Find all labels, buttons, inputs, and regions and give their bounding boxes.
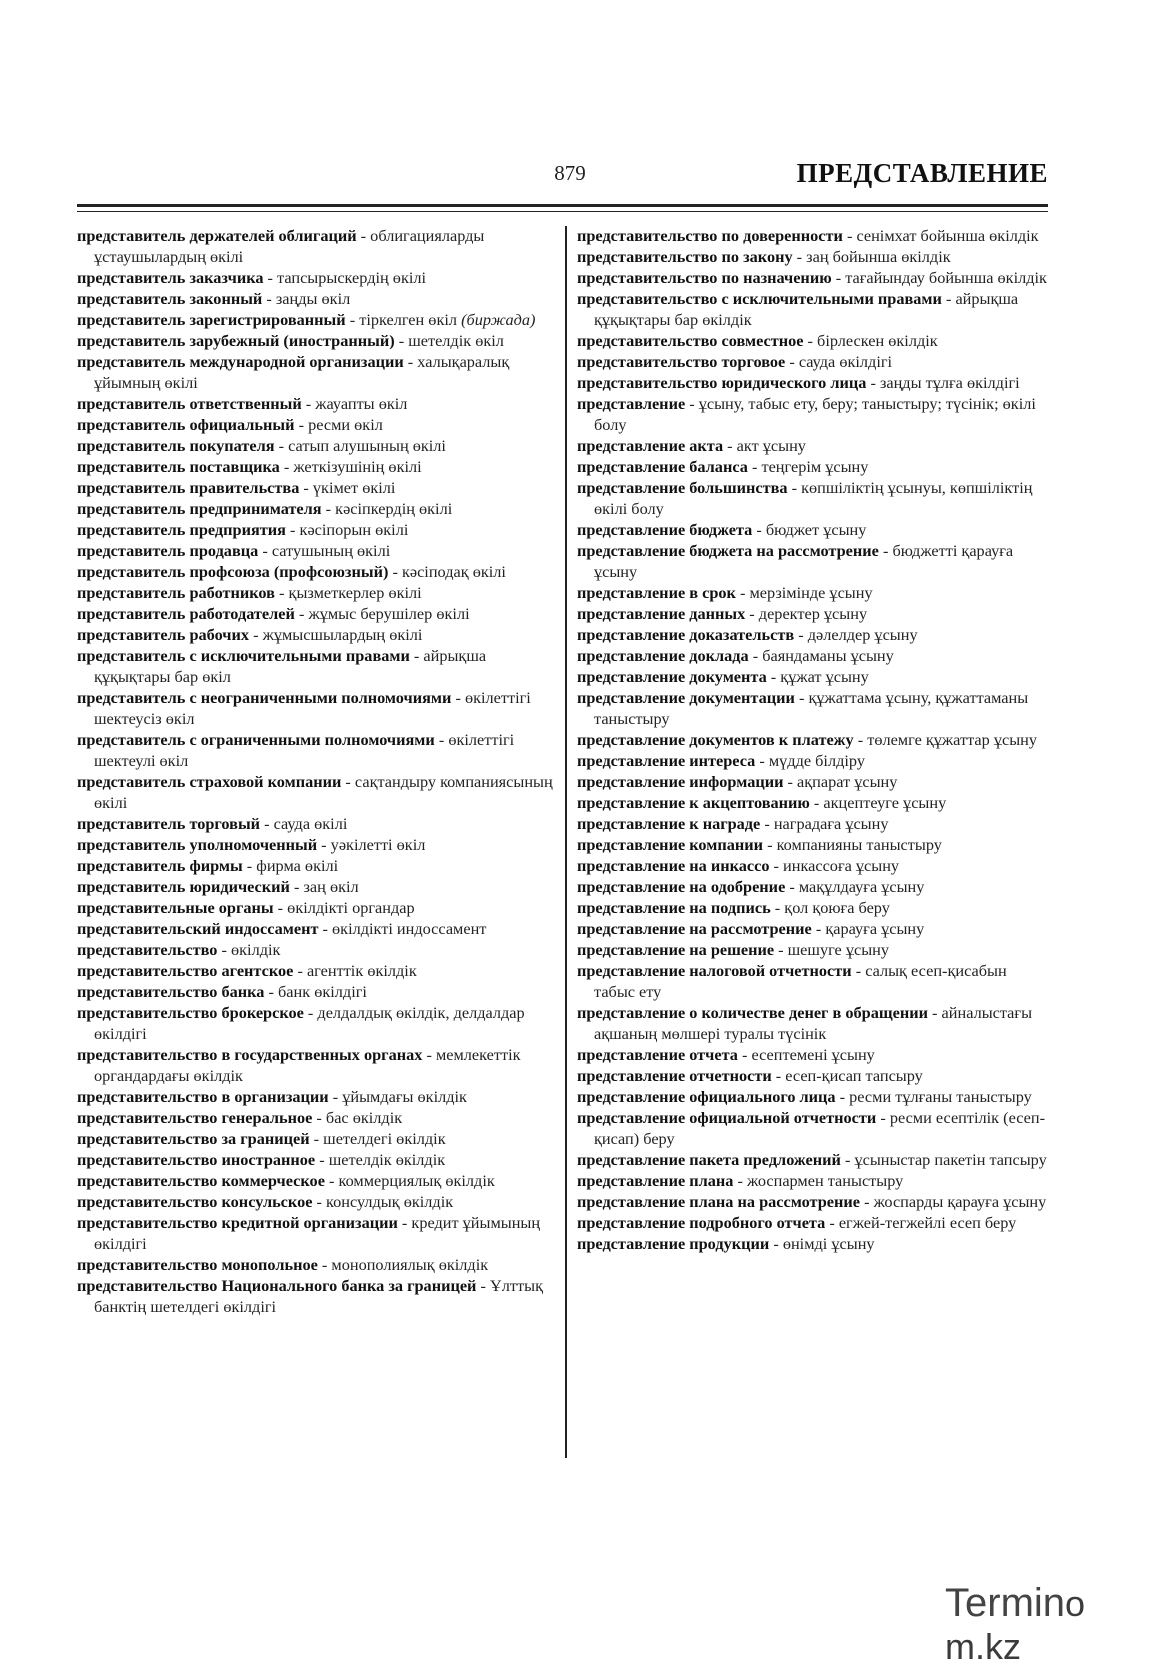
entry-definition: ресми өкіл: [308, 415, 383, 434]
dictionary-entry: представитель торговый - сауда өкілі: [77, 814, 348, 833]
dictionary-entry: представление на рассмотрение - қарауға ұсыну: [577, 919, 925, 938]
entry-term: представитель рабочих: [77, 625, 250, 644]
entry-definition: мемлекеттік органдардағы өкілдік: [94, 1045, 521, 1085]
entry-term: представление отчетности: [577, 1066, 772, 1085]
entry-definition: айналыстағы ақшаның мөлшері туралы түсінік: [594, 1003, 1033, 1043]
dictionary-entry: представительство торговое - сауда өкілдігі: [577, 352, 893, 371]
dictionary-entry: представление большинства - көпшіліктің ұсынуы, көпшіліктің өкілі болу: [577, 478, 1033, 518]
dictionary-entry: представитель международной организации - халықаралық ұйымның өкілі: [77, 352, 510, 392]
entry-definition: көпшіліктің ұсынуы, көпшіліктің өкілі болу: [594, 478, 1033, 518]
dictionary-entry: представительство - өкілдік: [77, 940, 281, 959]
entry-definition: құжаттама ұсыну, құжаттаманы таныстыру: [594, 688, 1029, 728]
entry-term: представление плана: [577, 1171, 734, 1190]
dictionary-entry: представление документации - құжаттама ұсыну, құжаттаманы таныстыру: [577, 688, 1029, 728]
entry-term: представитель ответственный: [77, 394, 302, 413]
entry-definition: өкілеттігі шектеулі өкіл: [94, 730, 515, 770]
dictionary-entry: представление доказательств - дәлелдер ұсыну: [577, 625, 918, 644]
dictionary-entry: представитель законный - заңды өкіл: [77, 289, 351, 308]
entry-definition: халықаралық ұйымның өкілі: [94, 352, 510, 392]
entry-definition: өнімді ұсыну: [782, 1234, 875, 1253]
dictionary-entry: представительство за границей - шетелдегі өкілдік: [77, 1129, 446, 1148]
page-number: 879: [554, 161, 586, 185]
entry-term: представление отчета: [577, 1045, 738, 1064]
entry-definition: монополиялық өкілдік: [331, 1255, 489, 1274]
header-rule-thin: [77, 211, 1048, 212]
dictionary-entry: представление бюджета - бюджет ұсыну: [577, 520, 867, 539]
entry-definition: жеткізушінің өкілі: [293, 457, 422, 476]
dictionary-entry: представление официального лица - ресми тұлғаны таныстыру: [577, 1087, 1032, 1106]
entry-term: представитель страховой компании: [77, 772, 342, 791]
entry-term: представительство монопольное: [77, 1255, 318, 1274]
dictionary-entry: представление подробного отчета - егжей-тегжейлі есеп беру: [577, 1213, 1017, 1232]
entry-definition: айрықша құқықтары бар өкілдік: [594, 289, 1019, 329]
entry-term: представительство в организации: [77, 1087, 329, 1106]
logo-text-start: Termin: [945, 1581, 1066, 1625]
entry-term: представитель официальный: [77, 415, 295, 434]
entry-term: представитель юридический: [77, 877, 290, 896]
entry-definition: есеп-қисап тапсыру: [785, 1066, 923, 1085]
entry-term: представление баланса: [577, 457, 748, 476]
entry-definition: есептемені ұсыну: [751, 1045, 875, 1064]
dictionary-entry: представление в срок - мерзімінде ұсыну: [577, 583, 873, 602]
dictionary-entry: представление плана - жоспармен таныстыру: [577, 1171, 904, 1190]
entry-definition: кәсіпкердің өкілі: [335, 499, 453, 518]
entry-definition: деректер ұсыну: [758, 604, 868, 623]
entry-term: представительство банка: [77, 982, 265, 1001]
dictionary-entry: представитель предприятия - кәсіпорын өкілі: [77, 520, 409, 539]
dictionary-entry: представительство иностранное - шетелдік өкілдік: [77, 1150, 446, 1169]
entry-term: представление данных: [577, 604, 746, 623]
entry-definition: өкілдікті индоссамент: [332, 919, 487, 938]
entry-definition: наградаға ұсыну: [773, 814, 889, 833]
entry-definition: бюджетті қарауға ұсыну: [594, 541, 1014, 581]
dictionary-entry: представительство кредитной организации - кредит ұйымының өкілдігі: [77, 1213, 541, 1253]
entry-definition: фирма өкілі: [256, 856, 339, 875]
dictionary-entry: представитель официальный - ресми өкіл: [77, 415, 383, 434]
entry-definition: сауда өкілі: [273, 814, 348, 833]
dictionary-entry: представление информации - ақпарат ұсыну: [577, 772, 898, 791]
dictionary-entry: представительные органы - өкілдікті органдар: [77, 898, 415, 917]
dictionary-entry: представительство по назначению - тағайындау бойынша өкілдік: [577, 268, 1047, 287]
entry-definition: кредит ұйымының өкілдігі: [94, 1213, 541, 1253]
header-rule-thick: [77, 204, 1048, 207]
entry-term: представительство за границей: [77, 1129, 310, 1148]
dictionary-entry: представительство в государственных органах - мемлекеттік органдардағы өкілдік: [77, 1045, 521, 1085]
entry-definition: ақпарат ұсыну: [797, 772, 898, 791]
entry-definition: сақтандыру компаниясының өкілі: [94, 772, 553, 812]
entry-definition: консулдық өкілдік: [326, 1192, 454, 1211]
entry-term: представитель предприятия: [77, 520, 286, 539]
dictionary-entry: представитель с исключительными правами - айрықша құқықтары бар өкіл: [77, 646, 487, 686]
logo-text-end: m.kz: [945, 1626, 1021, 1667]
dictionary-entry: представитель фирмы - фирма өкілі: [77, 856, 339, 875]
dictionary-entry: представительство банка - банк өкілдігі: [77, 982, 367, 1001]
dictionary-entry: представительство агентское - агенттік өкілдік: [77, 961, 417, 980]
dictionary-entry: представитель зарубежный (иностранный) - шетелдік өкіл: [77, 331, 504, 350]
dictionary-entry: представление отчетности - есеп-қисап тапсыру: [577, 1066, 923, 1085]
dictionary-entry: представление налоговой отчетности - салық есеп-қисабын табыс ету: [577, 961, 1007, 1001]
entry-term: представление к награде: [577, 814, 761, 833]
entry-note: (биржада): [461, 310, 536, 329]
dictionary-entry: представление документа - құжат ұсыну: [577, 667, 869, 686]
entry-term: представитель поставщика: [77, 457, 280, 476]
running-head: ПРЕДСТАВЛЕНИЕ: [796, 158, 1048, 188]
dictionary-entry: представление бюджета на рассмотрение - бюджетті қарауға ұсыну: [577, 541, 1014, 581]
entry-term: представительство по доверенности: [577, 226, 843, 245]
dictionary-entry: представительство генеральное - бас өкілдік: [77, 1108, 403, 1127]
entry-term: представительство в государственных органах: [77, 1045, 423, 1064]
dictionary-entry: представительство по доверенности - сенімхат бойынша өкілдік: [577, 226, 1039, 245]
entry-definition: сатушының өкілі: [271, 541, 391, 560]
entry-definition: кәсіпорын өкілі: [299, 520, 409, 539]
entry-definition: бас өкілдік: [325, 1108, 403, 1127]
entry-term: представитель заказчика: [77, 268, 264, 287]
entry-term: представительский индоссамент: [77, 919, 319, 938]
entry-term: представитель международной организации: [77, 352, 404, 371]
entry-term: представление доказательств: [577, 625, 795, 644]
entry-term: представитель работников: [77, 583, 275, 602]
entry-definition: тіркелген өкіл: [359, 310, 458, 329]
entry-term: представление на одобрение: [577, 877, 786, 896]
entry-definition: ұсыныстар пакетін тапсыру: [854, 1150, 1047, 1169]
logo-text-o: o: [1065, 1583, 1086, 1624]
dictionary-entry: представительство Национального банка за границей - Ұлттық банктің шетелдегі өкілдігі: [77, 1276, 543, 1316]
entry-term: представление бюджета на рассмотрение: [577, 541, 879, 560]
entry-definition: жоспармен таныстыру: [746, 1171, 904, 1190]
entry-definition: сатып алушының өкілі: [288, 436, 446, 455]
entry-term: представление продукции: [577, 1234, 770, 1253]
entry-definition: ұйымдағы өкілдік: [342, 1087, 467, 1106]
dictionary-entry: представительство монопольное - монополиялық өкілдік: [77, 1255, 489, 1274]
entry-definition: төлемге құжаттар ұсыну: [867, 730, 1038, 749]
entry-term: представление бюджета: [577, 520, 753, 539]
column-divider: [565, 226, 567, 1458]
entry-term: представление плана на рассмотрение: [577, 1192, 860, 1211]
entry-definition: шетелдік өкілдік: [328, 1150, 446, 1169]
dictionary-entry: представление отчета - есептемені ұсыну: [577, 1045, 875, 1064]
entry-term: представительство коммерческое: [77, 1171, 325, 1190]
entry-definition: заң өкіл: [303, 877, 359, 896]
entry-term: представление к акцептованию: [577, 793, 810, 812]
dictionary-entry: представитель предпринимателя - кәсіпкердің өкілі: [77, 499, 453, 518]
dictionary-entry: представитель работников - қызметкерлер өкілі: [77, 583, 422, 602]
dictionary-entry: представление доклада - баяндаманы ұсыну: [577, 646, 894, 665]
entry-definition: өкілдікті органдар: [287, 898, 415, 917]
entry-term: представление на решение: [577, 940, 775, 959]
entry-term: представительство кредитной организации: [77, 1213, 398, 1232]
entry-definition: мақұлдауға ұсыну: [798, 877, 925, 896]
dictionary-entry: представитель профсоюза (профсоюзный) - кәсіподақ өкілі: [77, 562, 506, 581]
entry-term: представление доклада: [577, 646, 749, 665]
entry-definition: өкілеттігі шектеусіз өкіл: [94, 688, 531, 728]
entry-definition: мүдде білдіру: [768, 751, 865, 770]
entry-definition: бірлескен өкілдік: [817, 331, 938, 350]
entry-term: представительство по назначению: [577, 268, 832, 287]
dictionary-entry: представление на одобрение - мақұлдауға ұсыну: [577, 877, 925, 896]
right-column: [577, 225, 1048, 1254]
entry-term: представитель с неограниченными полномочиями: [77, 688, 452, 707]
entry-term: представительные органы: [77, 898, 274, 917]
entry-term: представительство юридического лица: [577, 373, 867, 392]
entry-term: представление официального лица: [577, 1087, 836, 1106]
dictionary-entry: представление официальной отчетности - ресми есептілік (есеп-қисап) беру: [577, 1108, 1046, 1148]
dictionary-entry: представительство юридического лица - заңды тұлға өкілдігі: [577, 373, 1020, 392]
entry-definition: шетелдегі өкілдік: [323, 1129, 446, 1148]
entry-term: представительство агентское: [77, 961, 294, 980]
entry-term: представительство торговое: [577, 352, 786, 371]
entry-definition: егжей-тегжейлі есеп беру: [838, 1213, 1017, 1232]
entry-definition: кәсіподақ өкілі: [401, 562, 506, 581]
entry-term: представитель покупателя: [77, 436, 275, 455]
entry-term: представитель предпринимателя: [77, 499, 322, 518]
entry-term: представитель торговый: [77, 814, 261, 833]
dictionary-entry: представление - ұсыну, табыс ету, беру; таныстыру; түсінік; өкілі болу: [577, 394, 1036, 434]
entry-term: представление компании: [577, 835, 763, 854]
dictionary-entry: представление продукции - өнімді ұсыну: [577, 1234, 875, 1253]
dictionary-entry: представление на подпись - қол қоюға беру: [577, 898, 890, 917]
dictionary-entry: представительство с исключительными правами - айрықша құқықтары бар өкілдік: [577, 289, 1019, 329]
entry-term: представительство консульское: [77, 1192, 313, 1211]
dictionary-entry: представительство консульское - консулдық өкілдік: [77, 1192, 454, 1211]
entry-definition: ұсыну, табыс ету, беру; таныстыру; түсінік; өкілі болу: [594, 394, 1036, 434]
entry-definition: теңгерім ұсыну: [761, 457, 869, 476]
entry-term: представитель с ограниченными полномочиями: [77, 730, 435, 749]
entry-definition: заңды тұлға өкілдігі: [879, 373, 1020, 392]
dictionary-entry: представительский индоссамент - өкілдікті индоссамент: [77, 919, 487, 938]
entry-term: представление документов к платежу: [577, 730, 854, 749]
entry-definition: үкімет өкілі: [312, 478, 396, 497]
dictionary-entry: представитель уполномоченный - уәкілетті өкіл: [77, 835, 426, 854]
entry-term: представление интереса: [577, 751, 756, 770]
dictionary-entry: представительство коммерческое - коммерциялық өкілдік: [77, 1171, 495, 1190]
entry-term: представитель зарегистрированный: [77, 310, 346, 329]
dictionary-entry: представитель работодателей - жұмыс берушілер өкілі: [77, 604, 470, 623]
entry-definition: шешуге ұсыну: [787, 940, 890, 959]
entry-definition: мерзімінде ұсыну: [749, 583, 873, 602]
entry-definition: инкассоға ұсыну: [783, 856, 900, 875]
dictionary-entry: представление компании - компанияны таныстыру: [577, 835, 942, 854]
entry-term: представление подробного отчета: [577, 1213, 826, 1232]
entry-definition: тапсырыскердің өкілі: [277, 268, 427, 287]
entry-definition: баяндаманы ұсыну: [762, 646, 894, 665]
entry-term: представление налоговой отчетности: [577, 961, 852, 980]
dictionary-entry: представительство в организации - ұйымдағы өкілдік: [77, 1087, 467, 1106]
entry-term: представитель держателей облигаций: [77, 226, 357, 245]
entry-term: представление в срок: [577, 583, 736, 602]
entry-term: представление пакета предложений: [577, 1150, 841, 1169]
entry-term: представление документации: [577, 688, 795, 707]
entry-term: представительство иностранное: [77, 1150, 316, 1169]
dictionary-entry: представитель поставщика - жеткізушінің өкілі: [77, 457, 422, 476]
entry-term: представитель правительства: [77, 478, 300, 497]
dictionary-entry: представление о количестве денег в обращении - айналыстағы ақшаның мөлшері туралы түсінік: [577, 1003, 1033, 1043]
dictionary-entry: представительство брокерское - делдалдық өкілдік, делдалдар өкілдігі: [77, 1003, 525, 1043]
entry-term: представительство совместное: [577, 331, 804, 350]
dictionary-entry: представитель покупателя - сатып алушының өкілі: [77, 436, 446, 455]
entry-term: представитель с исключительными правами: [77, 646, 410, 665]
entry-definition: облигацияларды ұстаушылардың өкілі: [94, 226, 485, 266]
entry-definition: агенттік өкілдік: [306, 961, 417, 980]
entry-term: представительство с исключительными правами: [577, 289, 942, 308]
entry-term: представитель работодателей: [77, 604, 295, 623]
dictionary-entry: представление акта - акт ұсыну: [577, 436, 806, 455]
entry-term: представление акта: [577, 436, 724, 455]
dictionary-entry: представление к награде - наградаға ұсыну: [577, 814, 889, 833]
entry-definition: заңды өкіл: [275, 289, 351, 308]
entry-definition: делдалдық өкілдік, делдалдар өкілдігі: [94, 1003, 525, 1043]
dictionary-entry: представитель с ограниченными полномочиями - өкілеттігі шектеулі өкіл: [77, 730, 515, 770]
entry-definition: жұмыс берушілер өкілі: [308, 604, 470, 623]
entry-term: представительство по закону: [577, 247, 793, 266]
dictionary-entry: представительство совместное - бірлескен өкілдік: [577, 331, 938, 350]
dictionary-entry: представитель рабочих - жұмысшылардың өкілі: [77, 625, 423, 644]
entry-term: представитель продавца: [77, 541, 259, 560]
entry-term: представление на рассмотрение: [577, 919, 812, 938]
dictionary-entry: представительство по закону - заң бойынша өкілдік: [577, 247, 951, 266]
entry-definition: жауапты өкіл: [315, 394, 408, 413]
dictionary-entry: представление к акцептованию - акцептеуге ұсыну: [577, 793, 947, 812]
entry-definition: дәлелдер ұсыну: [807, 625, 918, 644]
dictionary-entry: представитель страховой компании - сақтандыру компаниясының өкілі: [77, 772, 553, 812]
entry-term: представление о количестве денег в обращении: [577, 1003, 928, 1022]
dictionary-entry: представление на решение - шешуге ұсыну: [577, 940, 890, 959]
entry-definition: шетелдік өкіл: [408, 331, 504, 350]
entry-definition: қызметкерлер өкілі: [288, 583, 422, 602]
dictionary-entry: представитель заказчика - тапсырыскердің өкілі: [77, 268, 427, 287]
entry-definition: акт ұсыну: [736, 436, 806, 455]
dictionary-entry: представление пакета предложений - ұсыныстар пакетін тапсыру: [577, 1150, 1047, 1169]
entry-definition: уәкілетті өкіл: [330, 835, 426, 854]
entry-term: представление документа: [577, 667, 767, 686]
entry-definition: қарауға ұсыну: [825, 919, 925, 938]
entry-definition: сенімхат бойынша өкілдік: [856, 226, 1039, 245]
entry-definition: айрықша құқықтары бар өкіл: [94, 646, 487, 686]
entry-term: представление официальной отчетности: [577, 1108, 877, 1127]
entry-definition: банк өкілдігі: [278, 982, 367, 1001]
terminkom-logo: [945, 1581, 1150, 1667]
entry-term: представительство: [77, 940, 218, 959]
entry-term: представление на инкассо: [577, 856, 770, 875]
entry-term: представитель фирмы: [77, 856, 243, 875]
entry-definition: коммерциялық өкілдік: [338, 1171, 495, 1190]
entry-definition: ресми есептілік (есеп-қисап) беру: [594, 1108, 1046, 1148]
dictionary-entry: представление интереса - мүдде білдіру: [577, 751, 865, 770]
entry-definition: акцептеуге ұсыну: [823, 793, 947, 812]
dictionary-entry: представитель держателей облигаций - облигацияларды ұстаушылардың өкілі: [77, 226, 485, 266]
entry-term: представитель профсоюза (профсоюзный): [77, 562, 389, 581]
dictionary-entry: представление плана на рассмотрение - жоспарды қарауға ұсыну: [577, 1192, 1047, 1211]
entry-definition: ресми тұлғаны таныстыру: [849, 1087, 1032, 1106]
dictionary-entry: представитель с неограниченными полномочиями - өкілеттігі шектеусіз өкіл: [77, 688, 531, 728]
entry-definition: сауда өкілдігі: [798, 352, 893, 371]
entry-definition: өкілдік: [231, 940, 281, 959]
entry-term: представитель зарубежный (иностранный): [77, 331, 395, 350]
dictionary-entry: представитель юридический - заң өкіл: [77, 877, 359, 896]
entry-definition: компанияны таныстыру: [776, 835, 942, 854]
dictionary-entry: представление баланса - теңгерім ұсыну: [577, 457, 869, 476]
dictionary-entry: представление на инкассо - инкассоға ұсыну: [577, 856, 900, 875]
dictionary-entry: представитель правительства - үкімет өкілі: [77, 478, 396, 497]
entry-definition: қол қоюға беру: [784, 898, 890, 917]
entry-term: представление: [577, 394, 686, 413]
dictionary-entry: представление документов к платежу - төлемге құжаттар ұсыну: [577, 730, 1038, 749]
entry-term: представительство брокерское: [77, 1003, 304, 1022]
dictionary-entry: представитель зарегистрированный - тіркелген өкіл (биржада): [77, 310, 536, 329]
dictionary-entry: представитель ответственный - жауапты өкіл: [77, 394, 408, 413]
dictionary-entry: представитель продавца - сатушының өкілі: [77, 541, 391, 560]
entry-term: представитель уполномоченный: [77, 835, 318, 854]
entry-definition: бюджет ұсыну: [765, 520, 867, 539]
entry-term: представитель законный: [77, 289, 263, 308]
entry-term: представительство генеральное: [77, 1108, 313, 1127]
entry-definition: Ұлттық банктің шетелдегі өкілдігі: [94, 1276, 543, 1316]
entry-term: представление информации: [577, 772, 784, 791]
entry-term: представление на подпись: [577, 898, 771, 917]
left-column: [77, 225, 555, 1317]
entry-definition: тағайындау бойынша өкілдік: [845, 268, 1047, 287]
entry-term: представительство Национального банка за границей: [77, 1276, 477, 1295]
dictionary-entry: представление данных - деректер ұсыну: [577, 604, 868, 623]
entry-term: представление большинства: [577, 478, 788, 497]
entry-definition: салық есеп-қисабын табыс ету: [594, 961, 1007, 1001]
entry-definition: заң бойынша өкілдік: [806, 247, 951, 266]
entry-definition: жұмысшылардың өкілі: [262, 625, 423, 644]
entry-definition: жоспарды қарауға ұсыну: [873, 1192, 1047, 1211]
entry-definition: құжат ұсыну: [780, 667, 869, 686]
